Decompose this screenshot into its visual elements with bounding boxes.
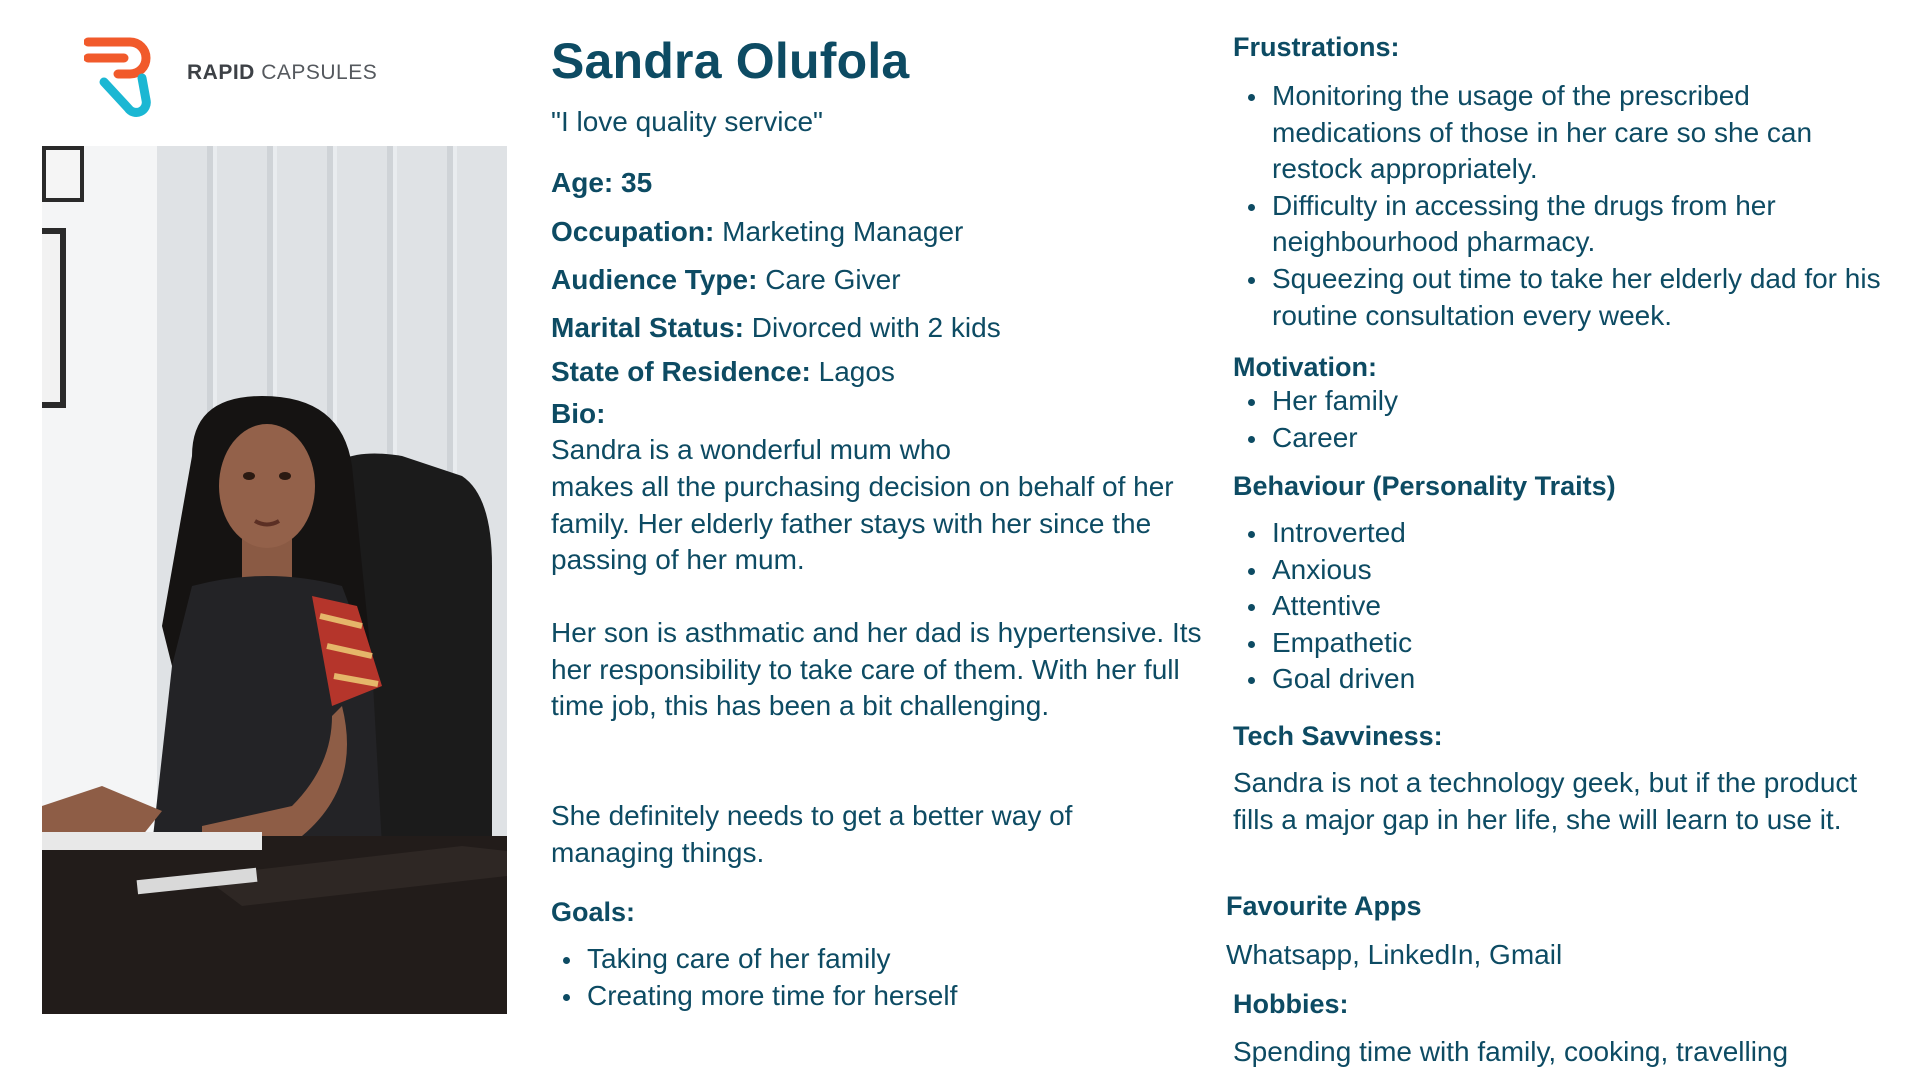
bio-paragraph-1b: makes all the purchasing decision on behalf of her family. Her elderly father stays with her since the passing of her mum. [551, 471, 1174, 576]
frustrations-list [1236, 78, 1896, 334]
bio-paragraph-1a: Sandra is a wonderful mum who [551, 434, 951, 465]
audience-label: Audience Type: [551, 264, 758, 295]
bio-label: Bio: [551, 398, 606, 429]
age-value: 35 [621, 167, 653, 198]
favourite-apps-text: Whatsapp, LinkedIn, Gmail [1226, 939, 1563, 970]
marital-label: Marital Status: [551, 312, 744, 343]
persona-photo [42, 146, 507, 1014]
frustrations-heading: Frustrations: [1233, 32, 1400, 62]
occupation-value: Marketing Manager [722, 216, 964, 247]
behaviour-item: Introverted [1236, 515, 1836, 552]
goal-item: Taking care of her family [551, 941, 1171, 978]
goals-list [551, 941, 1171, 1014]
persona-portrait-image [42, 146, 507, 1014]
marital-value: Divorced with 2 kids [751, 312, 1001, 343]
frustration-item: Difficulty in accessing the drugs from her neighbourhood pharmacy. [1236, 188, 1896, 261]
persona-name: Sandra Olufola [551, 33, 910, 89]
hobbies-heading: Hobbies: [1233, 989, 1349, 1019]
tech-savviness-text: Sandra is not a technology geek, but if the product fills a major gap in her life, she will learn to use it. [1233, 767, 1858, 835]
persona-quote: "I love quality service" [551, 106, 823, 137]
frustration-item: Monitoring the usage of the prescribed medications of those in her care so she can restock appropriately. [1236, 78, 1896, 188]
age-label: Age: [551, 167, 614, 198]
marital-field [551, 312, 1001, 344]
behaviour-item: Anxious [1236, 552, 1836, 589]
bio-paragraph-2: Her son is asthmatic and her dad is hypertensive. Its her responsibility to take care of them. With her full time job, this has been a bit challenging. [551, 617, 1202, 722]
residence-label: State of Residence: [551, 356, 811, 387]
favourite-apps-heading: Favourite Apps [1226, 891, 1422, 921]
behaviour-item: Attentive [1236, 588, 1836, 625]
behaviour-list [1236, 515, 1836, 698]
frustration-item: Squeezing out time to take her elderly dad for his routine consultation every week. [1236, 261, 1896, 334]
motivation-list [1236, 383, 1836, 456]
rapid-capsules-logo-icon [84, 34, 170, 120]
behaviour-item: Empathetic [1236, 625, 1836, 662]
residence-field [551, 356, 895, 388]
behaviour-heading: Behaviour (Personality Traits) [1233, 471, 1616, 501]
tech-savviness-heading: Tech Savviness: [1233, 721, 1443, 751]
occupation-field [551, 216, 963, 248]
brand-logo [84, 34, 384, 124]
motivation-heading: Motivation: [1233, 352, 1377, 382]
age-field [551, 167, 652, 199]
behaviour-item: Goal driven [1236, 661, 1836, 698]
bio-paragraph-3: She definitely needs to get a better way of managing things. [551, 800, 1073, 868]
motivation-item: Career [1236, 420, 1836, 457]
audience-field [551, 264, 901, 296]
motivation-item: Her family [1236, 383, 1836, 420]
goals-heading: Goals: [551, 897, 636, 927]
brand-name: RAPID CAPSULES [187, 61, 378, 84]
audience-value: Care Giver [765, 264, 901, 295]
hobbies-text: Spending time with family, cooking, travelling [1233, 1036, 1789, 1067]
goal-item: Creating more time for herself [551, 978, 1171, 1015]
occupation-label: Occupation: [551, 216, 715, 247]
residence-value: Lagos [818, 356, 895, 387]
